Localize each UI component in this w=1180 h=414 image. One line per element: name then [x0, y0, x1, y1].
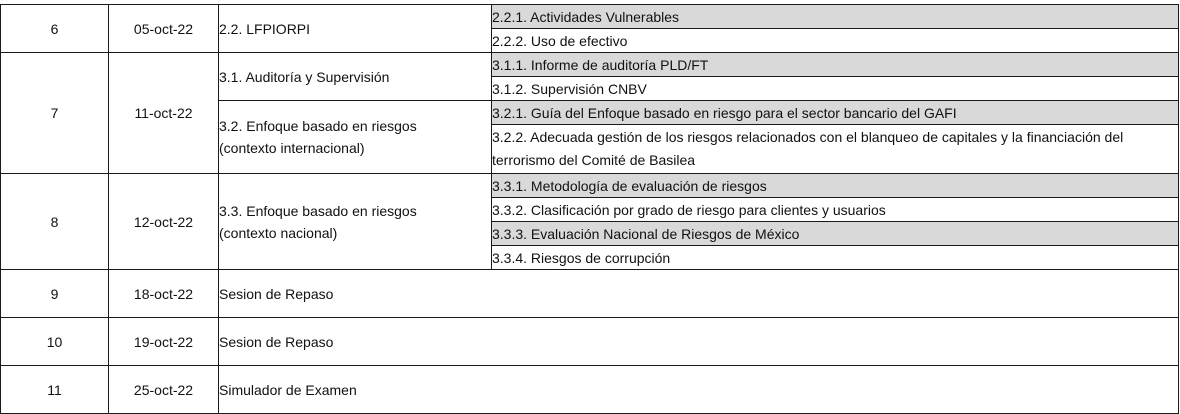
- subtopic-cell[interactable]: 2.2.2. Uso de efectivo: [492, 29, 1179, 53]
- topic-cell[interactable]: Sesion de Repaso: [219, 318, 1179, 366]
- subtopic-cell[interactable]: 3.3.4. Riesgos de corrupción: [492, 246, 1179, 270]
- topic-line: (contexto internacional): [219, 140, 365, 156]
- subtopic-cell[interactable]: 3.1.2. Supervisión CNBV: [492, 77, 1179, 101]
- table-row-session-10: [1, 318, 1179, 366]
- session-number-cell[interactable]: 11: [1, 366, 109, 414]
- subtopic-cell[interactable]: 3.1.1. Informe de auditoría PLD/FT: [492, 53, 1179, 77]
- topic-cell[interactable]: 3.1. Auditoría y Supervisión: [219, 53, 492, 101]
- topic-line: 3.3. Enfoque basado en riesgos: [219, 202, 417, 219]
- session-number-cell[interactable]: 6: [1, 5, 109, 53]
- table-row-session-8: [1, 174, 1179, 198]
- topic-cell[interactable]: [219, 101, 492, 174]
- subtopic-cell[interactable]: 3.3.2. Clasificación por grado de riesgo para clientes y usuarios: [492, 198, 1179, 222]
- topic-cell[interactable]: Simulador de Examen: [219, 366, 1179, 414]
- session-number-cell[interactable]: 8: [1, 174, 109, 270]
- session-date-cell[interactable]: 05-oct-22: [109, 5, 219, 53]
- topic-cell[interactable]: [219, 174, 492, 270]
- subtopic-cell[interactable]: 3.3.1. Metodología de evaluación de riesgos: [492, 174, 1179, 198]
- subtopic-cell[interactable]: 3.2.2. Adecuada gestión de los riesgos relacionados con el blanqueo de capitales y la financiación del terrorismo del Comité de Basilea: [492, 125, 1179, 174]
- session-date-cell[interactable]: 18-oct-22: [109, 270, 219, 318]
- session-number-cell[interactable]: 10: [1, 318, 109, 366]
- schedule-table: [0, 4, 1179, 414]
- topic-cell[interactable]: Sesion de Repaso: [219, 270, 1179, 318]
- session-date-cell[interactable]: 19-oct-22: [109, 318, 219, 366]
- session-date-cell[interactable]: 11-oct-22: [109, 53, 219, 174]
- topic-cell[interactable]: 2.2. LFPIORPI: [219, 5, 492, 53]
- table-row-session-7: [1, 53, 1179, 77]
- session-date-cell[interactable]: 25-oct-22: [109, 366, 219, 414]
- table-row-session-11: [1, 366, 1179, 414]
- topic-line: 3.2. Enfoque basado en riesgos: [219, 118, 417, 134]
- session-number-cell[interactable]: 7: [1, 53, 109, 174]
- session-number-cell[interactable]: 9: [1, 270, 109, 318]
- table-row-session-6: [1, 5, 1179, 29]
- subtopic-cell[interactable]: 3.3.3. Evaluación Nacional de Riesgos de México: [492, 222, 1179, 246]
- topic-line: (contexto nacional): [219, 224, 338, 241]
- table-row-session-9: [1, 270, 1179, 318]
- subtopic-cell[interactable]: 2.2.1. Actividades Vulnerables: [492, 5, 1179, 29]
- subtopic-cell[interactable]: 3.2.1. Guía del Enfoque basado en riesgo para el sector bancario del GAFI: [492, 101, 1179, 125]
- session-date-cell[interactable]: 12-oct-22: [109, 174, 219, 270]
